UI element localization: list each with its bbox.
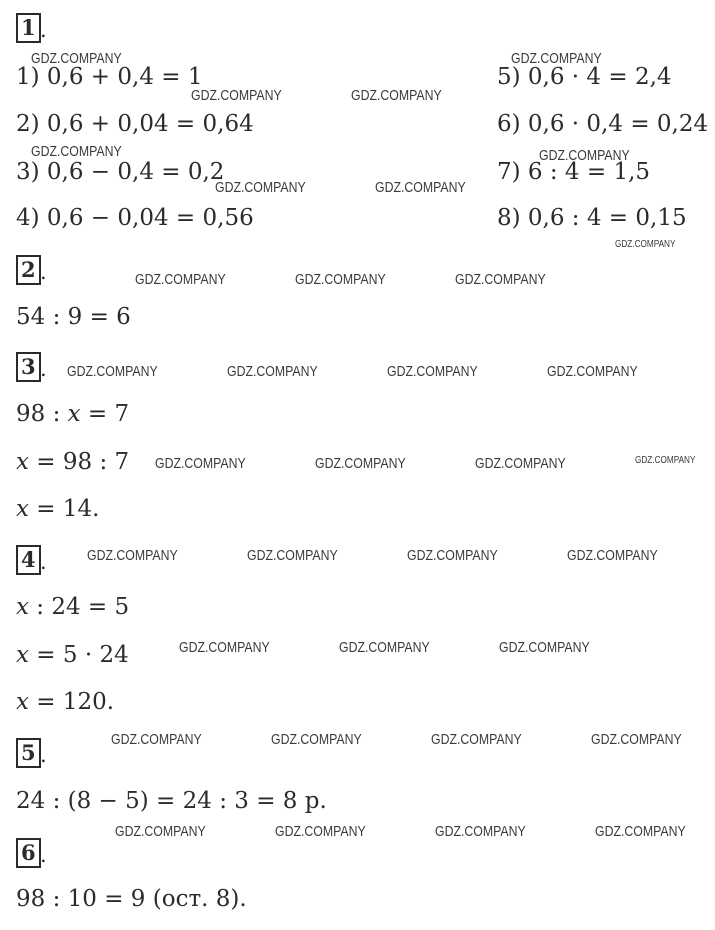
task4-line-3: x = 120.: [16, 689, 115, 715]
task-number-dot: .: [39, 18, 47, 42]
watermark: GDZ.COMPANY: [431, 731, 522, 748]
task-number-dot: .: [39, 357, 47, 381]
watermark: GDZ.COMPANY: [511, 50, 602, 67]
task1-line-5: 5) 0,6 · 4 = 2,4: [497, 64, 672, 90]
watermark: GDZ.COMPANY: [539, 147, 630, 164]
watermark: GDZ.COMPANY: [31, 143, 122, 160]
task-number-dot: .: [39, 743, 47, 767]
watermark: GDZ.COMPANY: [191, 87, 282, 104]
task1-line-7: 7) 6 : 4 = 1,5: [497, 159, 651, 185]
watermark: GDZ.COMPANY: [215, 179, 306, 196]
watermark: GDZ.COMPANY: [179, 639, 270, 656]
watermark: GDZ.COMPANY: [351, 87, 442, 104]
task3-line-1: 98 : x = 7: [16, 401, 130, 427]
task-number-label: 4: [21, 547, 36, 572]
watermark: GDZ.COMPANY: [111, 731, 202, 748]
watermark: GDZ.COMPANY: [87, 547, 178, 564]
task-number-dot: .: [39, 550, 47, 574]
watermark: GDZ.COMPANY: [275, 823, 366, 840]
task-number-label: 2: [21, 257, 36, 282]
watermark: GDZ.COMPANY: [499, 639, 590, 656]
watermark: GDZ.COMPANY: [155, 455, 246, 472]
watermark: GDZ.COMPANY: [227, 363, 318, 380]
task1-line-1: 1) 0,6 + 0,4 = 1: [16, 64, 203, 90]
watermark: GDZ.COMPANY: [635, 455, 696, 466]
task1-line-8: 8) 0,6 : 4 = 0,15: [497, 205, 687, 231]
task-number-2: [16, 255, 47, 285]
watermark: GDZ.COMPANY: [295, 271, 386, 288]
watermark: GDZ.COMPANY: [435, 823, 526, 840]
watermark: GDZ.COMPANY: [567, 547, 658, 564]
task5-line-1: 24 : (8 − 5) = 24 : 3 = 8 р.: [16, 788, 327, 814]
task-number-6: [16, 838, 47, 868]
task3-line-3: x = 14.: [16, 496, 100, 522]
watermark: GDZ.COMPANY: [387, 363, 478, 380]
task-number-label: 5: [21, 740, 36, 765]
task-number-4: [16, 545, 47, 575]
watermark: GDZ.COMPANY: [315, 455, 406, 472]
task3-line-2: x = 98 : 7: [16, 449, 130, 475]
task-number-dot: .: [39, 260, 47, 284]
watermark: GDZ.COMPANY: [547, 363, 638, 380]
task6-line-1: 98 : 10 = 9 (ост. 8).: [16, 886, 247, 912]
watermark: GDZ.COMPANY: [271, 731, 362, 748]
task-number-label: 6: [21, 840, 36, 865]
watermark: GDZ.COMPANY: [375, 179, 466, 196]
task-number-label: 1: [21, 15, 36, 40]
task1-line-2: 2) 0,6 + 0,04 = 0,64: [16, 111, 254, 137]
task-number-1: [16, 13, 47, 43]
task1-line-3: 3) 0,6 − 0,4 = 0,2: [16, 159, 225, 185]
watermark: GDZ.COMPANY: [135, 271, 226, 288]
watermark: GDZ.COMPANY: [591, 731, 682, 748]
task4-line-1: x : 24 = 5: [16, 594, 130, 620]
watermark: GDZ.COMPANY: [455, 271, 546, 288]
watermark: GDZ.COMPANY: [475, 455, 566, 472]
task2-line-1: 54 : 9 = 6: [16, 304, 131, 330]
task1-line-6: 6) 0,6 · 0,4 = 0,24: [497, 111, 709, 137]
watermark: GDZ.COMPANY: [247, 547, 338, 564]
watermark: GDZ.COMPANY: [595, 823, 686, 840]
watermark: GDZ.COMPANY: [115, 823, 206, 840]
watermark: GDZ.COMPANY: [339, 639, 430, 656]
watermark: GDZ.COMPANY: [407, 547, 498, 564]
watermark: GDZ.COMPANY: [31, 50, 122, 67]
task4-line-2: x = 5 · 24: [16, 642, 129, 668]
watermark: GDZ.COMPANY: [615, 239, 676, 250]
task-number-dot: .: [39, 843, 47, 867]
task-number-label: 3: [21, 354, 36, 379]
task-number-5: [16, 738, 47, 768]
watermark: GDZ.COMPANY: [67, 363, 158, 380]
task-number-3: [16, 352, 47, 382]
task1-line-4: 4) 0,6 − 0,04 = 0,56: [16, 205, 254, 231]
